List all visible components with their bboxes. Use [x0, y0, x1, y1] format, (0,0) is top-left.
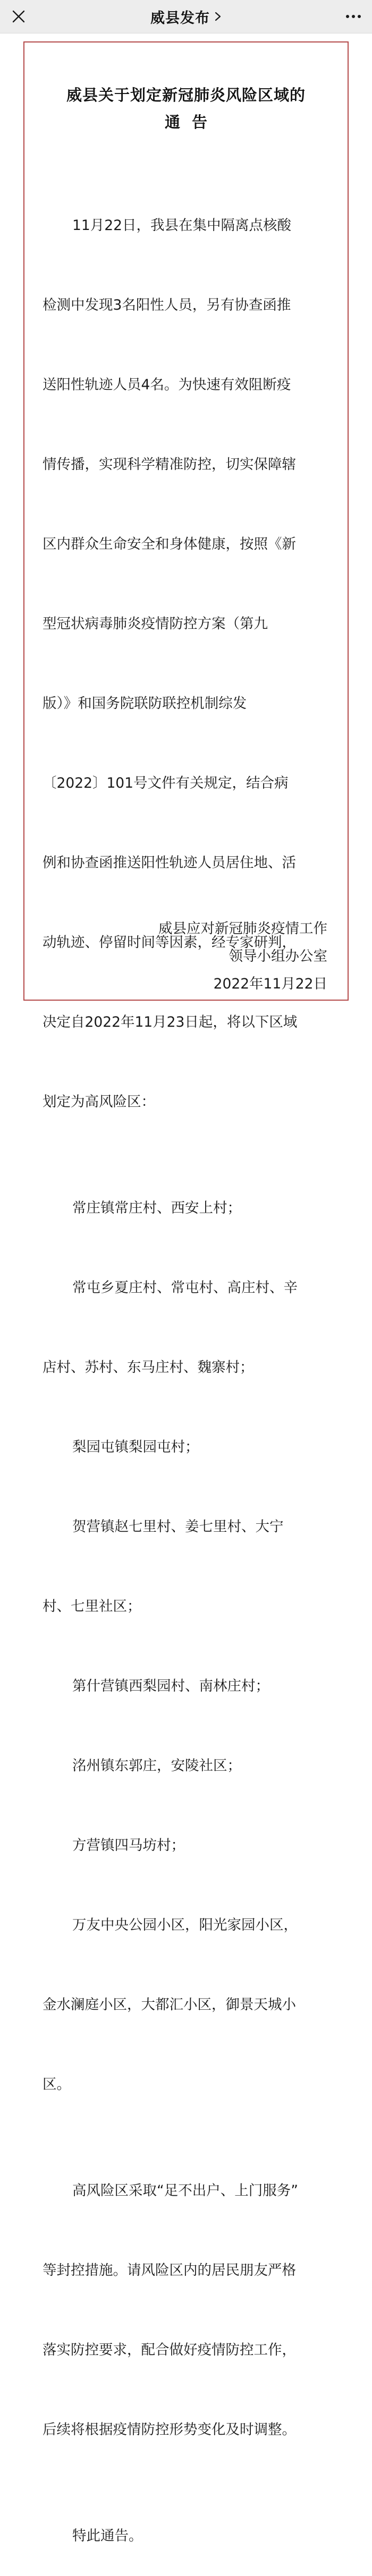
body-line: 检测中发现3名阳性人员，另有协查函推	[43, 297, 291, 313]
body-line: 送阳性轨迹人员4名。为快速有效阻断疫	[43, 377, 291, 393]
body-line: 区内群众生命安全和身体健康，按照《新	[43, 536, 296, 552]
chevron-right-icon	[214, 11, 222, 22]
body-line: 后续将根据疫情防控形势变化及时调整。	[43, 2421, 296, 2438]
body-line: 版）》和国务院联防联控机制综发	[43, 695, 247, 712]
body-line: 等封控措施。请风险区内的居民朋友严格	[43, 2262, 296, 2279]
notice-title-line2: 通告	[164, 113, 219, 131]
body-line: 落实防控要求，配合做好疫情防控工作，	[43, 2342, 296, 2358]
area-item: 常庄镇常庄村、西安上村；	[72, 1200, 241, 1216]
issuer-line2: 领导小组办公室	[229, 948, 327, 965]
issuer-line1: 威县应对新冠肺炎疫情工作	[158, 920, 327, 937]
area-item-cont: 村、七里社区；	[43, 1598, 141, 1615]
account-name: 威县发布	[150, 10, 210, 27]
body-line: 〔2022〕101号文件有关规定，结合病	[43, 775, 289, 791]
area-item: 洺州镇东郭庄，安陵社区；	[72, 1758, 241, 1774]
body-line: 动轨迹、停留时间等因素，经专家研判，	[43, 934, 296, 951]
body-line: 决定自2022年11月23日起，将以下区域	[43, 1014, 298, 1030]
area-item-cont: 区。	[43, 2076, 71, 2093]
body-line: 划定为高风险区：	[43, 1094, 155, 1110]
closing-line: 特此通告。	[72, 2528, 143, 2544]
area-item: 万友中央公园小区，阳光家园小区，	[72, 1917, 298, 1933]
area-item: 贺营镇赵七里村、姜七里村、大宁	[72, 1519, 284, 1535]
body-line: 11月22日，我县在集中隔离点核酸	[72, 217, 291, 234]
more-options-button[interactable]	[342, 5, 365, 28]
body-line: 情传播，实现科学精准防控，切实保障辖	[43, 456, 296, 473]
area-item-cont: 店村、苏村、东马庄村、魏寨村；	[43, 1359, 254, 1376]
body-line: 型冠状病毒肺炎疫情防控方案（第九	[43, 616, 268, 632]
area-item: 第什营镇西梨园村、南林庄村；	[72, 1678, 269, 1694]
notice-title-line1: 威县关于划定新冠肺炎风险区域的	[66, 86, 306, 104]
more-dots-icon	[345, 14, 361, 19]
body-line: 例和协查函推送阳性轨迹人员居住地、活	[43, 855, 296, 871]
area-item: 方营镇四马坊村；	[72, 1837, 185, 1854]
account-title-link[interactable]	[0, 0, 372, 33]
area-item: 梨园屯镇梨园屯村；	[72, 1439, 199, 1455]
issue-date: 2022年11月22日	[213, 976, 327, 992]
notice-body	[43, 159, 329, 2576]
top-navbar	[0, 0, 372, 33]
area-item-cont: 金水澜庭小区，大都汇小区，御景天城小	[43, 1997, 296, 2013]
area-item: 常屯乡夏庄村、常屯村、高庄村、辛	[72, 1280, 298, 1296]
body-line: 高风险区采取“足不出户、上门服务”	[72, 2182, 298, 2199]
